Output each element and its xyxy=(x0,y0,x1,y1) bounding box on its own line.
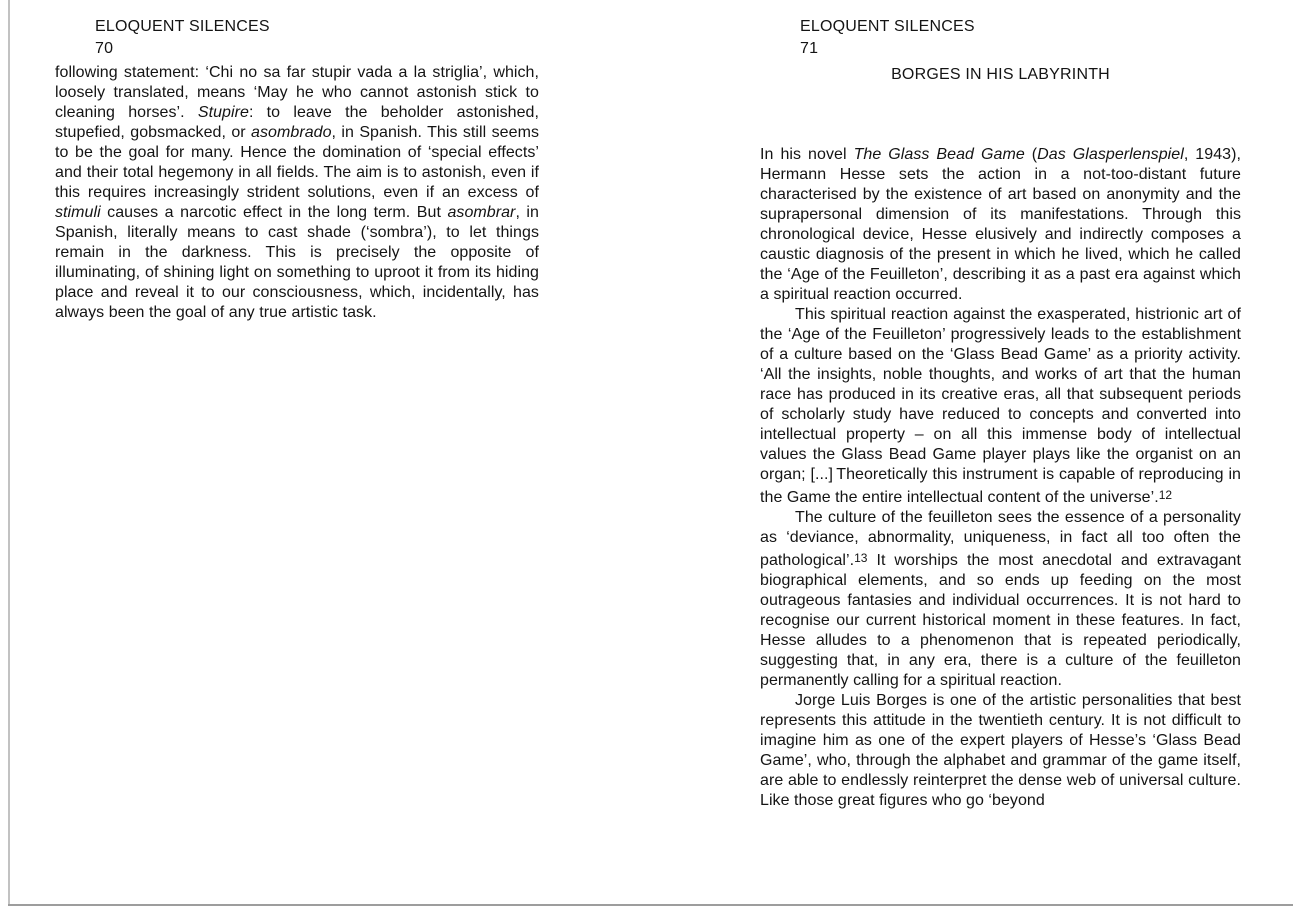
text-run: ( xyxy=(1024,146,1038,163)
paragraph xyxy=(760,145,1241,305)
text-run: following statement: ‘Chi no sa far stupir vada a la striglia’, which, loosely translated, means ‘May he who cannot astonish stick to cleaning horses’. xyxy=(55,64,539,121)
text-run: , in Spanish. This still seems to be the goal for many. Hence the domination of ‘special effects’ and their total hegemony in all fields. The aim is to astonish, even if this requires increasingly strident solutions, even if an excess of xyxy=(55,124,539,201)
chapter-title: BORGES IN HIS LABYRINTH xyxy=(891,66,1110,83)
text-run: causes a narcotic effect in the long term. But xyxy=(100,204,448,221)
page-number: 71 xyxy=(800,40,819,57)
paragraph xyxy=(55,63,539,323)
text-run: In his novel xyxy=(760,146,854,163)
right-page-body xyxy=(760,145,1241,811)
text-run: , in Spanish, literally means to cast shade (‘sombra’), to let things remain in the darkness. This is precisely the opposite of illuminating, of shining light on something to uproot it from its hiding place and reveal it to our consciousness, which, incidentally, has always been the goal of any true artistic task. xyxy=(55,204,539,321)
text-run: It worships the most anecdotal and extravagant biographical elements, and so ends up feeding on the most outrageous fantasies and individual occurrences. It is not hard to recognise our current historical moment in these features. In fact, Hesse alludes to a phenomenon that is repeated periodically, suggesting that, in any era, there is a culture of the feuilleton permanently calling for a spiritual reaction. xyxy=(760,552,1241,689)
right-page-running-head xyxy=(800,16,1241,60)
text-run: Das Glasperlenspiel xyxy=(1037,146,1184,163)
text-run: stimuli xyxy=(55,204,101,221)
footnote-reference: 12 xyxy=(1158,488,1173,502)
page-bottom-edge-line xyxy=(8,904,1293,906)
page-number: 70 xyxy=(95,40,114,57)
text-run: Stupire xyxy=(197,104,249,121)
running-title: ELOQUENT SILENCES xyxy=(800,18,975,35)
text-run: Jorge Luis Borges is one of the artistic personalities that best represents this attitude in the twentieth century. It is not difficult to imagine him as one of the expert players of Hesse’s ‘Glass Bead Game’, who, through the alphabet and grammar of the game itself, are able to endlessly reinterpret the dense web of universal culture. Like those great figures who go ‘beyond xyxy=(760,692,1241,809)
left-page xyxy=(55,16,539,323)
text-run: , 1943), Hermann Hesse sets the action in a not-too-distant future characterised by the existence of art based on anonymity and the suprapersonal dimension of its manifestations. Through this chronological device, Hesse elusively and indirectly composes a caustic diagnosis of the present in which he lived, which he called the ‘Age of the Feuilleton’, describing it as a past era against which a spiritual reaction occurred. xyxy=(760,146,1241,303)
footnote-reference: 13 xyxy=(854,551,868,565)
right-page xyxy=(760,16,1241,811)
text-run: asombrar xyxy=(447,204,516,221)
left-page-running-head xyxy=(95,16,539,60)
running-title: ELOQUENT SILENCES xyxy=(95,18,270,35)
left-page-body xyxy=(55,63,539,323)
paragraph xyxy=(760,508,1241,691)
text-run: asombrado xyxy=(251,124,332,141)
paragraph xyxy=(760,691,1241,811)
text-run: The culture of the feuilleton sees the essence of a personality as ‘deviance, abnormality, uniqueness, in fact all too often the pathological’. xyxy=(760,509,1241,569)
text-run: The Glass Bead Game xyxy=(853,146,1025,163)
page-left-edge-line xyxy=(8,0,10,906)
text-run: : to leave the beholder astonished, stupefied, gobsmacked, or xyxy=(55,104,539,141)
paragraph xyxy=(760,305,1241,508)
text-run: This spiritual reaction against the exasperated, histrionic art of the ‘Age of the Feuilleton’ progressively leads to the establishment of a culture based on the ‘Glass Bead Game’ as a priority activity. ‘All the insights, noble thoughts, and works of art that the human race has produced in its creative eras, all that subsequent periods of scholarly study have reduced to concepts and converted into intellectual property – on all this immense body of intellectual values the Glass Bead Game player plays like the organist on an organ; [...] Theoretically this instrument is capable of reproducing in the Game the entire intellectual content of the universe’. xyxy=(760,306,1241,506)
